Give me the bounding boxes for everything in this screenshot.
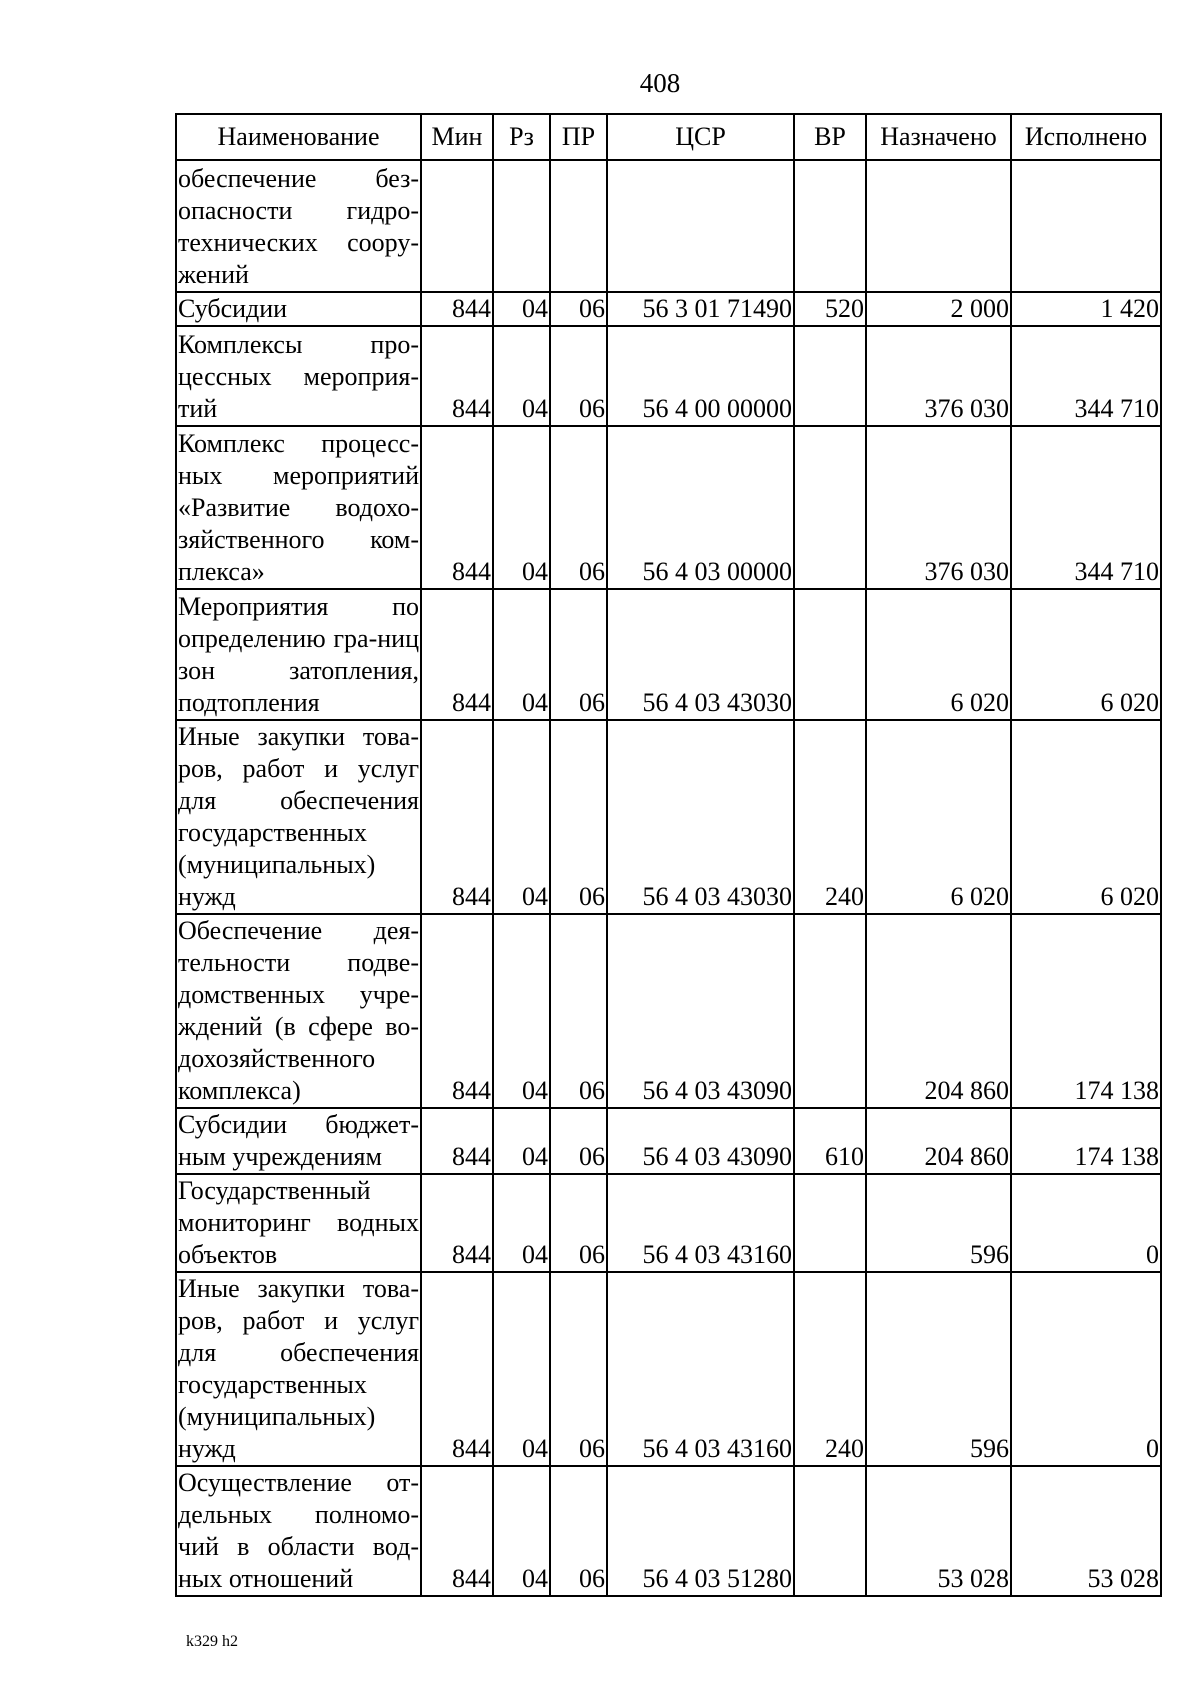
row-vr: 240 <box>794 1272 866 1466</box>
row-rz <box>493 160 550 292</box>
row-rz: 04 <box>493 720 550 914</box>
row-rz: 04 <box>493 426 550 589</box>
row-vr <box>794 1466 866 1596</box>
row-name: Иные закупки това-ров, работ и услуг для обеспечения государственных (муниципальных) нужд <box>176 720 421 914</box>
page-number: 408 <box>639 68 681 98</box>
row-executed: 174 138 <box>1011 1108 1161 1174</box>
row-rz: 04 <box>493 589 550 720</box>
table-row <box>176 1174 1161 1272</box>
row-pr: 06 <box>550 1108 607 1174</box>
row-name: Государственный мониторинг водных объектов <box>176 1174 421 1272</box>
row-min: 844 <box>421 426 493 589</box>
row-min: 844 <box>421 292 493 326</box>
column-header-pr: ПР <box>550 114 607 160</box>
row-vr: 520 <box>794 292 866 326</box>
row-name: Иные закупки това-ров, работ и услуг для обеспечения государственных (муниципальных) нужд <box>176 1272 421 1466</box>
row-pr: 06 <box>550 426 607 589</box>
table-row <box>176 1272 1161 1466</box>
row-assigned: 596 <box>866 1272 1011 1466</box>
row-name: Обеспечение дея-тельности подве-домственных учре-ждений (в сфере во-дохозяйственного комплекса) <box>176 914 421 1108</box>
row-rz: 04 <box>493 1108 550 1174</box>
row-executed: 344 710 <box>1011 426 1161 589</box>
row-pr: 06 <box>550 326 607 426</box>
row-executed: 0 <box>1011 1272 1161 1466</box>
table-row <box>176 1108 1161 1174</box>
row-csr: 56 4 03 43090 <box>607 1108 794 1174</box>
row-pr: 06 <box>550 589 607 720</box>
row-pr: 06 <box>550 914 607 1108</box>
row-pr: 06 <box>550 1272 607 1466</box>
column-header-name: Наименование <box>176 114 421 160</box>
table-row <box>176 1466 1161 1596</box>
row-executed: 6 020 <box>1011 720 1161 914</box>
row-vr <box>794 914 866 1108</box>
row-executed: 1 420 <box>1011 292 1161 326</box>
row-executed <box>1011 160 1161 292</box>
row-min: 844 <box>421 720 493 914</box>
table-row <box>176 160 1161 292</box>
row-rz: 04 <box>493 1466 550 1596</box>
row-min: 844 <box>421 1174 493 1272</box>
row-name: Субсидии бюджет-ным учреждениям <box>176 1108 421 1174</box>
column-header-assigned: Назначено <box>866 114 1011 160</box>
table-row <box>176 292 1161 326</box>
row-rz: 04 <box>493 292 550 326</box>
row-rz: 04 <box>493 326 550 426</box>
column-header-min: Мин <box>421 114 493 160</box>
column-header-vr: ВР <box>794 114 866 160</box>
row-assigned: 596 <box>866 1174 1011 1272</box>
row-name: Осуществление от-дельных полномо-чий в области вод-ных отношений <box>176 1466 421 1596</box>
row-pr: 06 <box>550 720 607 914</box>
row-min <box>421 160 493 292</box>
row-vr <box>794 160 866 292</box>
row-vr <box>794 326 866 426</box>
table-row <box>176 720 1161 914</box>
row-assigned: 204 860 <box>866 914 1011 1108</box>
row-assigned: 53 028 <box>866 1466 1011 1596</box>
row-vr <box>794 426 866 589</box>
row-name: Субсидии <box>176 292 421 326</box>
row-csr: 56 4 00 00000 <box>607 326 794 426</box>
table-header-row <box>176 114 1161 160</box>
table-row <box>176 426 1161 589</box>
row-csr: 56 4 03 43030 <box>607 720 794 914</box>
row-pr: 06 <box>550 292 607 326</box>
row-name: Комплексы про-цессных мероприя-тий <box>176 326 421 426</box>
column-header-rz: Рз <box>493 114 550 160</box>
row-executed: 53 028 <box>1011 1466 1161 1596</box>
row-assigned: 376 030 <box>866 426 1011 589</box>
row-assigned: 376 030 <box>866 326 1011 426</box>
row-vr: 240 <box>794 720 866 914</box>
row-assigned: 6 020 <box>866 720 1011 914</box>
row-csr: 56 4 03 51280 <box>607 1466 794 1596</box>
row-rz: 04 <box>493 914 550 1108</box>
column-header-csr: ЦСР <box>607 114 794 160</box>
footer-document-code: k329 h2 <box>186 1633 238 1650</box>
row-assigned <box>866 160 1011 292</box>
row-pr <box>550 160 607 292</box>
row-name: Комплекс процесс-ных мероприятий «Развитие водохо-зяйственного ком-плекса» <box>176 426 421 589</box>
table-row <box>176 914 1161 1108</box>
row-min: 844 <box>421 326 493 426</box>
row-csr: 56 4 03 43160 <box>607 1272 794 1466</box>
row-executed: 6 020 <box>1011 589 1161 720</box>
column-header-executed: Исполнено <box>1011 114 1161 160</box>
row-csr <box>607 160 794 292</box>
table-row <box>176 589 1161 720</box>
row-assigned: 204 860 <box>866 1108 1011 1174</box>
row-name: Мероприятия по определению гра-ниц зон затопления, подтопления <box>176 589 421 720</box>
budget-table <box>175 113 1162 1597</box>
row-min: 844 <box>421 1466 493 1596</box>
row-csr: 56 4 03 00000 <box>607 426 794 589</box>
row-min: 844 <box>421 1108 493 1174</box>
row-min: 844 <box>421 914 493 1108</box>
row-csr: 56 4 03 43160 <box>607 1174 794 1272</box>
row-rz: 04 <box>493 1272 550 1466</box>
row-pr: 06 <box>550 1174 607 1272</box>
row-rz: 04 <box>493 1174 550 1272</box>
table-row <box>176 326 1161 426</box>
row-assigned: 2 000 <box>866 292 1011 326</box>
row-vr <box>794 1174 866 1272</box>
row-csr: 56 4 03 43090 <box>607 914 794 1108</box>
row-csr: 56 3 01 71490 <box>607 292 794 326</box>
row-vr: 610 <box>794 1108 866 1174</box>
row-min: 844 <box>421 1272 493 1466</box>
row-csr: 56 4 03 43030 <box>607 589 794 720</box>
row-executed: 174 138 <box>1011 914 1161 1108</box>
row-pr: 06 <box>550 1466 607 1596</box>
row-assigned: 6 020 <box>866 589 1011 720</box>
row-executed: 344 710 <box>1011 326 1161 426</box>
row-min: 844 <box>421 589 493 720</box>
row-executed: 0 <box>1011 1174 1161 1272</box>
row-vr <box>794 589 866 720</box>
row-name: обеспечение без-опасности гидро-технических соору-жений <box>176 160 421 292</box>
